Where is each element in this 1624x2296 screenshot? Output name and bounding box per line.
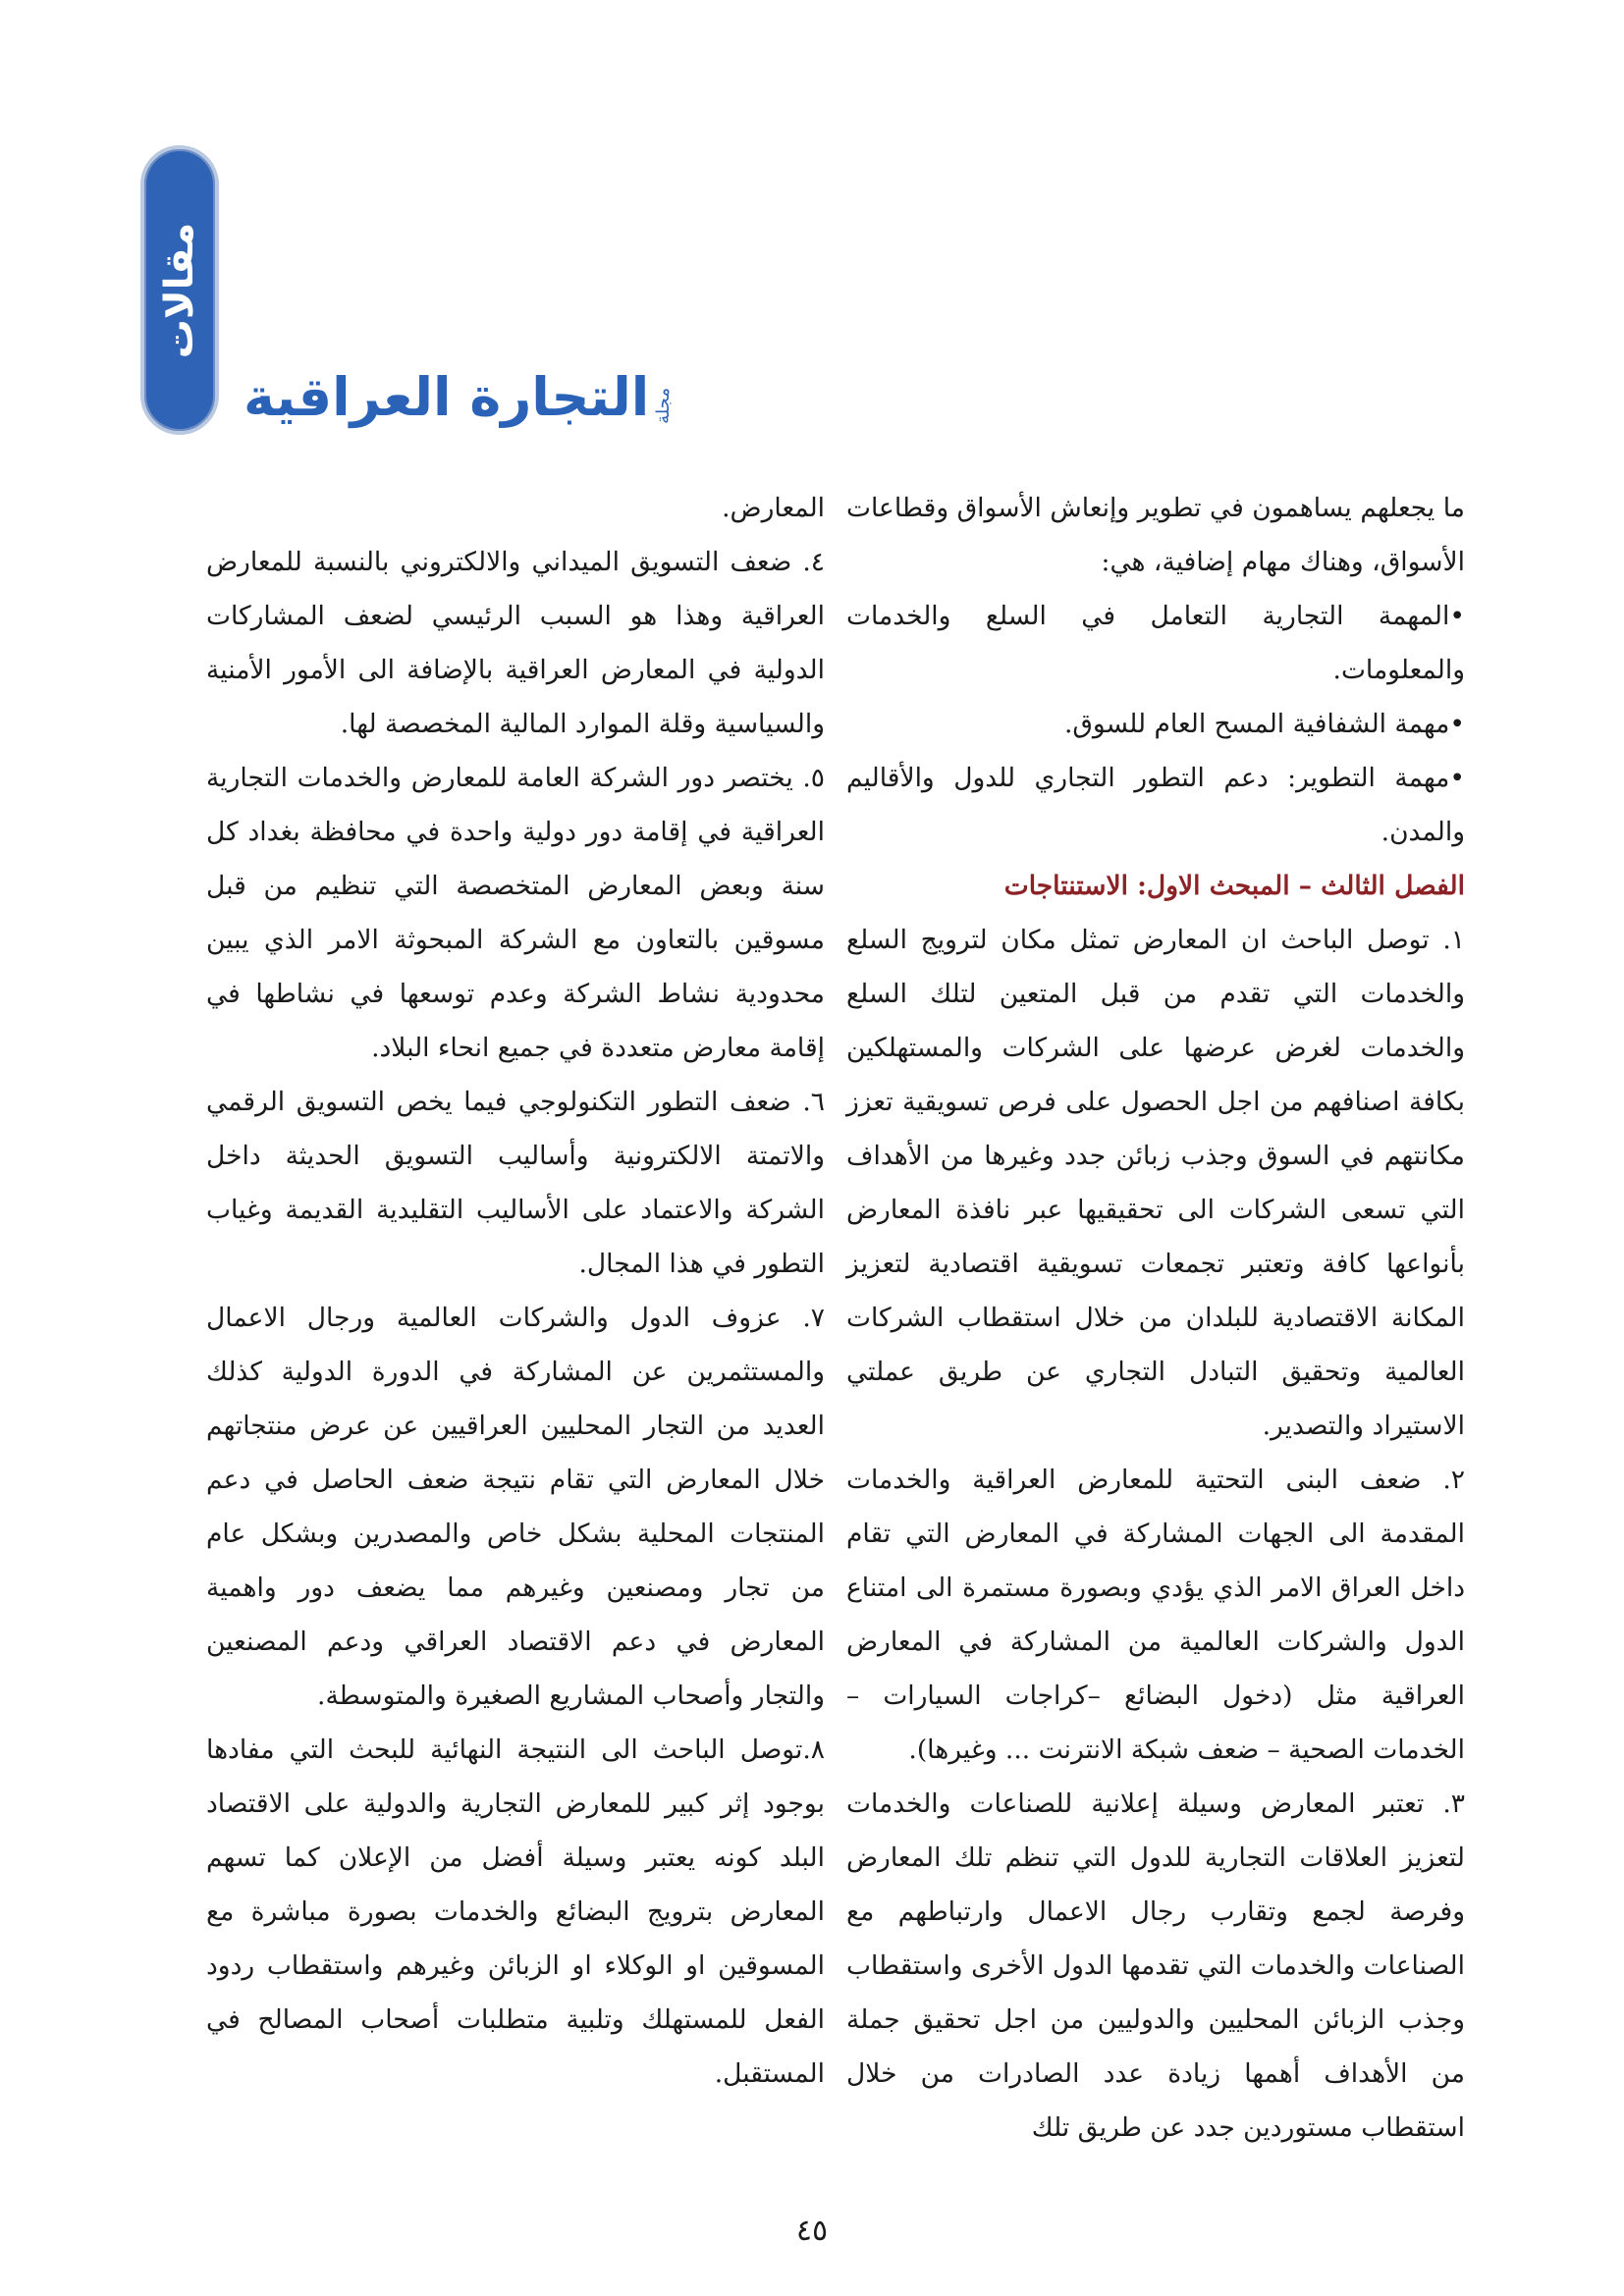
bullet-development-task: •مهمة التطوير: دعم التطور التجاري للدول والأقاليم والمدن. <box>846 763 1465 847</box>
right-column <box>846 481 1465 2155</box>
left-column <box>206 481 825 2101</box>
conclusion-item-6: ٦. ضعف التطور التكنولوجي فيما يخص التسويق الرقمي والاتمتة الالكترونية وأساليب التسويق الحديثة داخل الشركة والاعتماد على الأساليب التقليدية القديمة وغياب التطور في هذا المجال. <box>206 1087 825 1279</box>
conclusion-item-7: ٧. عزوف الدول والشركات العالمية ورجال الاعمال والمستثمرين عن المشاركة في الدورة الدولية كذلك العديد من التجار المحليين العراقيين عن عرض منتجاتهم خلال المعارض التي تقام نتيجة ضعف الحاصل في دعم المنتجات المحلية بشكل خاص والمصدرين وبشكل عام من تجار ومصنعين وغيرهم مما يضعف دور واهمية المعارض في دعم الاقتصاد العراقي ودعم المصنعين والتجار وأصحاب المشاريع الصغيرة والمتوسطة. <box>206 1303 825 1711</box>
masthead-prefix: مجلة <box>653 388 675 424</box>
magazine-masthead <box>244 346 675 428</box>
bullet-transparency-task: •مهمة الشفافية المسح العام للسوق. <box>1063 709 1465 739</box>
conclusion-item-1: ١. توصل الباحث ان المعارض تمثل مكان لترويج السلع والخدمات التي تقدم من قبل المتعين لتلك السلع والخدمات لغرض عرضها على الشركات والمستهلكين بكافة اصنافهم من اجل الحصول على فرص تسويقية تعزز مكانتهم في السوق وجذب زبائن جدد وغيرها من الأهداف التي تسعى الشركات الى تحقيقيها عبر نافذة المعارض بأنواعها كافة وتعتبر تجمعات تسويقية اقتصادية لتعزيز المكانة الاقتصادية للبلدان من خلال استقطاب الشركات العالمية وتحقيق التبادل التجاري عن طريق عملتي الاستيراد والتصدير. <box>846 925 1465 1441</box>
intro-paragraph: ما يجعلهم يساهمون في تطوير وإنعاش الأسواق وقطاعات الأسواق، وهناك مهام إضافية، هي: <box>846 493 1465 577</box>
conclusion-item-4: ٤. ضعف التسويق الميداني والالكتروني بالنسبة للمعارض العراقية وهذا هو السبب الرئيسي لضعف المشاركات الدولية في المعارض العراقية بالإضافة الى الأمور الأمنية والسياسية وقلة الموارد المالية المخصصة لها. <box>206 547 825 739</box>
section-tab <box>140 145 219 435</box>
conclusion-item-8: ٨.توصل الباحث الى النتيجة النهائية للبحث التي مفادها بوجود إثر كبير للمعارض التجارية والدولية على الاقتصاد البلد كونه يعتبر وسيلة أفضل من الإعلان كما تسهم المعارض بترويج البضائع والخدمات بصورة مباشرة مع المسوقين او الوكلاء او الزبائن وغيرهم واستقطاب ردود الفعل للمستهلك وتلبية متطلبات أصحاب المصالح في المستقبل. <box>206 1735 825 2089</box>
conclusion-item-3: ٣. تعتبر المعارض وسيلة إعلانية للصناعات والخدمات لتعزيز العلاقات التجارية للدول التي تنظم تلك المعارض وفرصة لجمع وتقارب رجال الاعمال وارتباطهم مع الصناعات والخدمات التي تقدمها الدول الأخرى واستقطاب وجذب الزبائن المحليين والدوليين من اجل تحقيق جملة من الأهداف أهمها زيادة عدد الصادرات من خلال استقطاب مستوردين جدد عن طريق تلك <box>846 1789 1465 2143</box>
section-tab-label: مقالات <box>157 222 202 358</box>
section-heading: الفصل الثالث – المبحث الاول: الاستنتاجات <box>1003 871 1465 901</box>
masthead-title: التجارة العراقية <box>244 366 650 428</box>
page-number: ٤٥ <box>795 2214 829 2248</box>
bullet-commercial-task: •المهمة التجارية التعامل في السلع والخدمات والمعلومات. <box>846 601 1465 685</box>
continuation-text: المعارض. <box>722 493 825 523</box>
conclusion-item-2: ٢. ضعف البنى التحتية للمعارض العراقية والخدمات المقدمة الى الجهات المشاركة في المعارض التي تقام داخل العراق الامر الذي يؤدي وبصورة مستمرة الى امتناع الدول والشركات العالمية من المشاركة في المعارض العراقية مثل (دخول البضائع –كراجات السيارات – الخدمات الصحية – ضعف شبكة الانترنت ... وغيرها). <box>846 1465 1465 1765</box>
conclusion-item-5: ٥. يختصر دور الشركة العامة للمعارض والخدمات التجارية العراقية في إقامة دور دولية واحدة في محافظة بغداد كل سنة وبعض المعارض المتخصصة التي تنظيم من قبل مسوقين بالتعاون مع الشركة المبحوثة الامر الذي يبين محدودية نشاط الشركة وعدم توسعها في نشاطها في إقامة معارض متعددة في جميع انحاء البلاد. <box>206 763 825 1063</box>
